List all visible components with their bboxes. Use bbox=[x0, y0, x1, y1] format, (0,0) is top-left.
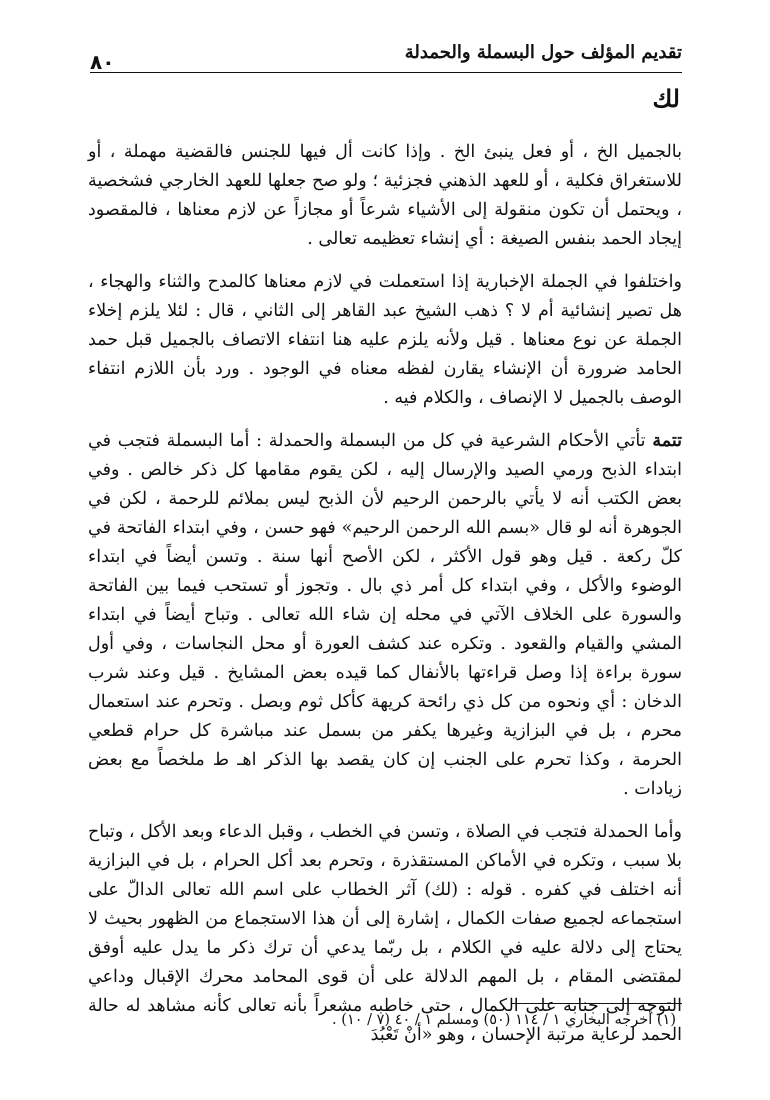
page-number: ٨٠ bbox=[90, 50, 115, 74]
running-title: تقديم المؤلف حول البسملة والحمدلة bbox=[404, 42, 682, 63]
footnote: (١) أخرجه البخاري ١ / ١١٤ (٥٠) ومسلم ١ / ٤٠ (٧ / ١٠) . bbox=[332, 1012, 676, 1028]
paragraph-text: تأتي الأحكام الشرعية في كل من البسملة والحمدلة : أما البسملة فتجب في ابتداء الذبح ورمي الصيد والإرسال إليه ، لكن يقوم مقامها كل ذكر خالص . وفي بعض الكتب أنه لا يأتي بالرحمن الرحيم لأن الذبح ليس بملائم للرحمة ، لكن في الجوهرة أنه لو قال «بسم الله الرحمن الرحيم» فهو حسن ، وفي ابتداء الفاتحة في كلّ ركعة . قيل وهو قول الأكثر ، لكن الأصح أنها سنة . وتسن أيضاً في ابتداء الوضوء والأكل ، وفي ابتداء كل أمر ذي بال . وتجوز أو تستحب فيما بين الفاتحة والسورة على الخلاف الآتي في محله إن شاء الله تعالى . وتباح أيضاً في ابتداء المشي والقيام والقعود . وتكره عند كشف العورة أو محل النجاسات ، وفي أول سورة براءة إذا وصل قراءتها بالأنفال كما قيده بعض المشايخ . قيل وعند شرب الدخان : أي ونحوه من كل ذي رائحة كريهة كأكل ثوم وبصل . وتحرم عند استعمال محرم ، بل في البزازية وغيرها يكفر من بسمل عند مباشرة كل حرام قطعي الحرمة ، وكذا تحرم على الجنب إن كان يقصد بها الذكر اهـ ط ملخصاً مع بعض زيادات . bbox=[88, 431, 682, 799]
paragraph bbox=[88, 427, 682, 804]
paragraph: واختلفوا في الجملة الإخبارية إذا استعملت في لازم معناها كالمدح والثناء والهجاء ، هل تصير إنشائية أم لا ؟ ذهب الشيخ عبد القاهر إلى الثاني ، قال : لئلا يلزم إخلاء الجملة عن نوع معناها . قيل ولأنه يلزم عليه هنا انتفاء الاتصاف بالجميل قبل حمد الحامد ضرورة أن الإنشاء يقارن لفظه معناه في الوجود . ورد بأن اللازم انتفاء الوصف بالجميل لا الإنصاف ، والكلام فيه . bbox=[88, 272, 682, 408]
lemma-heading: لك bbox=[652, 84, 680, 113]
paragraph: وأما الحمدلة فتجب في الصلاة ، وتسن في الخطب ، وقبل الدعاء وبعد الأكل ، وتباح بلا سبب ، وتكره في الأماكن المستقذرة ، وتحرم بعد أكل الحرام ، بل في البزازية أنه اختلف في كفره . قوله : (لك) آثر الخطاب على اسم الله تعالى الدالّ على استجماعه لجميع صفات الكمال ، إشارة إلى أن هذا الاستجماع من الظهور بحيث لا يحتاج إلى دلالة عليه في الكلام ، بل ربّما يدعي أن ترك ذكر ما يدل عليه أوفق لمقتضى المقام ، بل المهم الدلالة على أن قوى المحامد محرك الإقبال وداعي التوجه إلى جنابه على الكمال ، حتى خاطبه مشعراً بأنه تعالى كأنه مشاهد له حالة الحمد لرعاية مرتبة الإحسان ، وهو «أنْ تَعْبُدَ bbox=[88, 822, 682, 1045]
tatimma-label: تتمة bbox=[652, 431, 682, 451]
footnote-divider bbox=[512, 1003, 682, 1004]
paragraph: بالجميل الخ ، أو فعل ينبئ الخ . وإذا كانت أل فيها للجنس فالقضية مهملة ، أو للاستغراق فكلية ، أو للعهد الذهني فجزئية ؛ ولو صح جعلها للعهد الخارجي فشخصية ، ويحتمل أن تكون منقولة إلى الأشياء شرعاً أو مجازاً عن لازم معناها ، فالمقصود إيجاد الحمد بنفس الصيغة : أي إنشاء تعظيمه تعالى . bbox=[88, 142, 682, 249]
page-header bbox=[90, 38, 682, 73]
main-text bbox=[88, 138, 682, 1064]
